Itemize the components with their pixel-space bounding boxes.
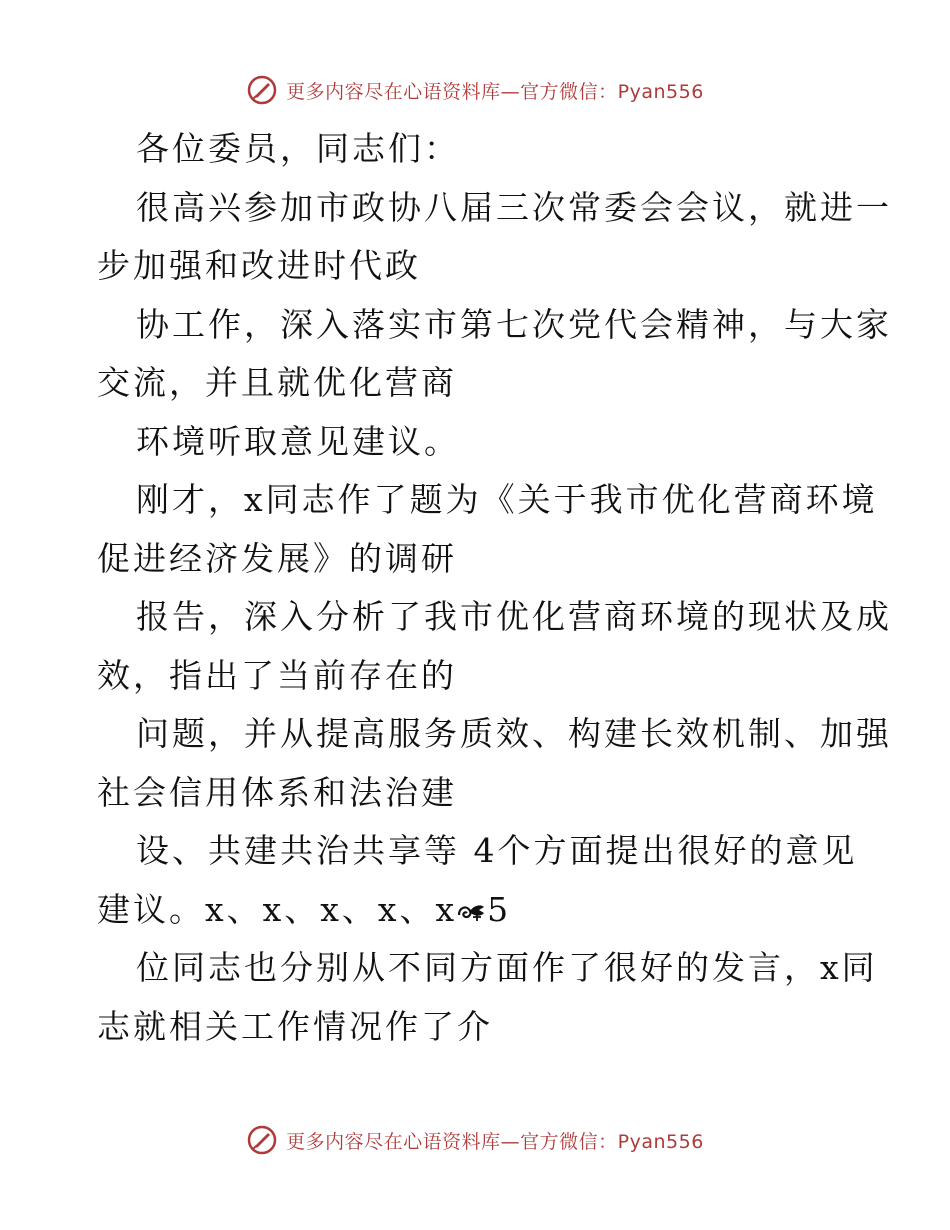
text-line: 交流，并且就优化营商 xyxy=(97,363,457,402)
text-line: 步加强和改进时代政 xyxy=(97,246,421,285)
text-line: 促进经济发展》的调研 xyxy=(97,538,457,578)
text-line: 协工作，深入落实市第七次党代会精神，与大家 xyxy=(136,304,892,344)
document-body xyxy=(97,120,892,1056)
text-line: 各位委员，同志们： xyxy=(136,129,460,168)
fleuron-ornament-icon xyxy=(457,901,487,923)
text-line-segment: 5 xyxy=(487,889,512,929)
text-line: 问题，并从提高服务质效、构建长效机制、加强 xyxy=(136,714,892,753)
header-watermark xyxy=(0,70,950,110)
watermark-text: 更多内容尽在心语资料库—官方微信：Pyan556 xyxy=(286,1130,704,1153)
quill-seal-icon xyxy=(246,74,278,106)
text-line: 刚才，x同志作了题为《关于我市优化营商环境 xyxy=(136,480,878,519)
text-line: 设、共建共治共享等 4个方面提出很好的意见 xyxy=(136,831,858,870)
quill-seal-icon xyxy=(246,1124,278,1156)
text-line: 社会信用体系和法治建 xyxy=(97,772,457,812)
text-line: 报告，深入分析了我市优化营商环境的现状及成 xyxy=(136,597,892,636)
text-line: 志就相关工作情况作了介 xyxy=(97,1006,493,1046)
text-line-segment: 建议。x、x、x、x、x xyxy=(97,889,458,929)
text-line: 效，指出了当前存在的 xyxy=(97,655,457,695)
text-line: 很高兴参加市政协八届三次常委会会议，就进一 xyxy=(136,187,892,227)
text-line: 位同志也分别从不同方面作了很好的发言，x同 xyxy=(136,948,878,987)
footer-watermark xyxy=(0,1120,950,1160)
text-line-with-ornament xyxy=(97,881,857,940)
watermark-text: 更多内容尽在心语资料库—官方微信：Pyan556 xyxy=(286,80,704,103)
text-line: 环境听取意见建议。 xyxy=(136,421,460,461)
